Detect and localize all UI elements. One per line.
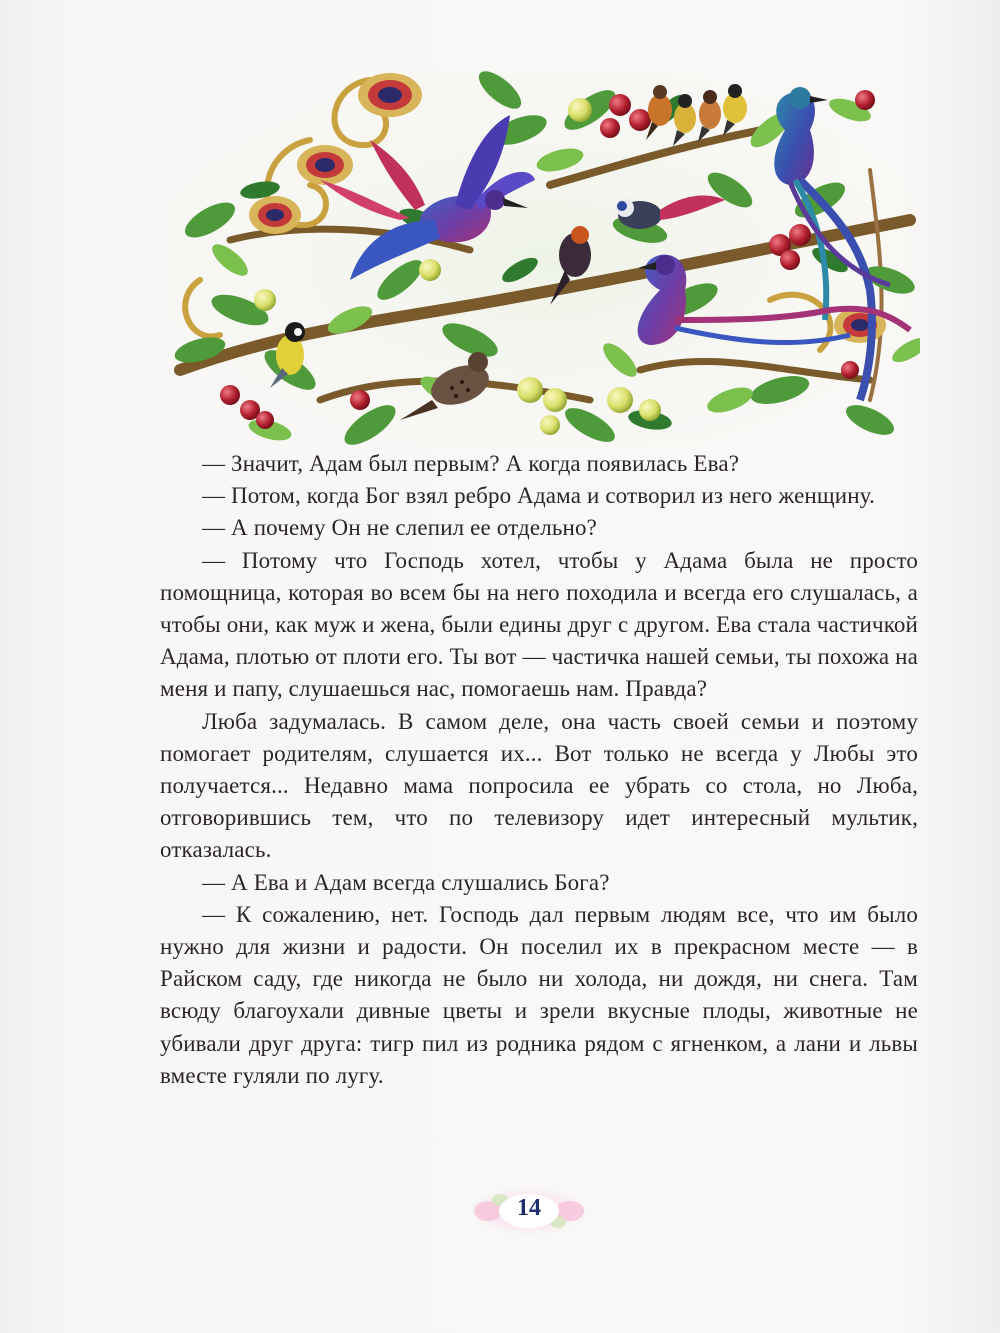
paragraph: — Потом, когда Бог взял ребро Адама и сотворил из него женщину. bbox=[202, 483, 875, 509]
paragraph: — Значит, Адам был первым? А когда появилась Ева? bbox=[202, 451, 740, 476]
birds-in-tree-illustration bbox=[170, 70, 920, 445]
story-text bbox=[160, 448, 918, 1092]
paragraph: — А почему Он не слепил ее отдельно? bbox=[202, 515, 597, 541]
paragraph: Люба задумалась. В самом деле, она часть своей семьи и поэтому помогает родителям, слушается их... Вот только не всегда у Любы это получается... Недавно мама попросила ее убрать со стола, но Люба, отговорившись тем, что по телевизору идет интересный мультик, отказалась. bbox=[160, 708, 918, 863]
paragraph: — А Ева и Адам всегда слушались Бога? bbox=[202, 869, 610, 895]
page-number-badge bbox=[470, 1186, 588, 1236]
page-number: 14 bbox=[517, 1195, 541, 1221]
paragraph: — Потому что Господь хотел, чтобы у Адама была не просто помощница, которая во всем бы на него походила и всегда его слушалась, а чтобы они, как муж и жена, были едины друг с другом. Ева стала частичкой Адама, плотью от плоти его. Ты вот — частичка нашей семьи, ты похожа на меня и папу, слушаешься нас, помогаешь нам. Правда? bbox=[160, 547, 918, 702]
paragraph: — К сожалению, нет. Господь дал первым людям все, что им было нужно для жизни и радости. Он поселил их в прекрасном месте — в Райском саду, где никогда не было ни холода, ни дождя, ни снега. Там всюду благоухали дивные цветы и зрели вкусные плоды, животные не убивали друг друга: тигр пил из родника рядом с ягненком, а лани и львы вместе гуляли по лугу. bbox=[160, 901, 918, 1088]
